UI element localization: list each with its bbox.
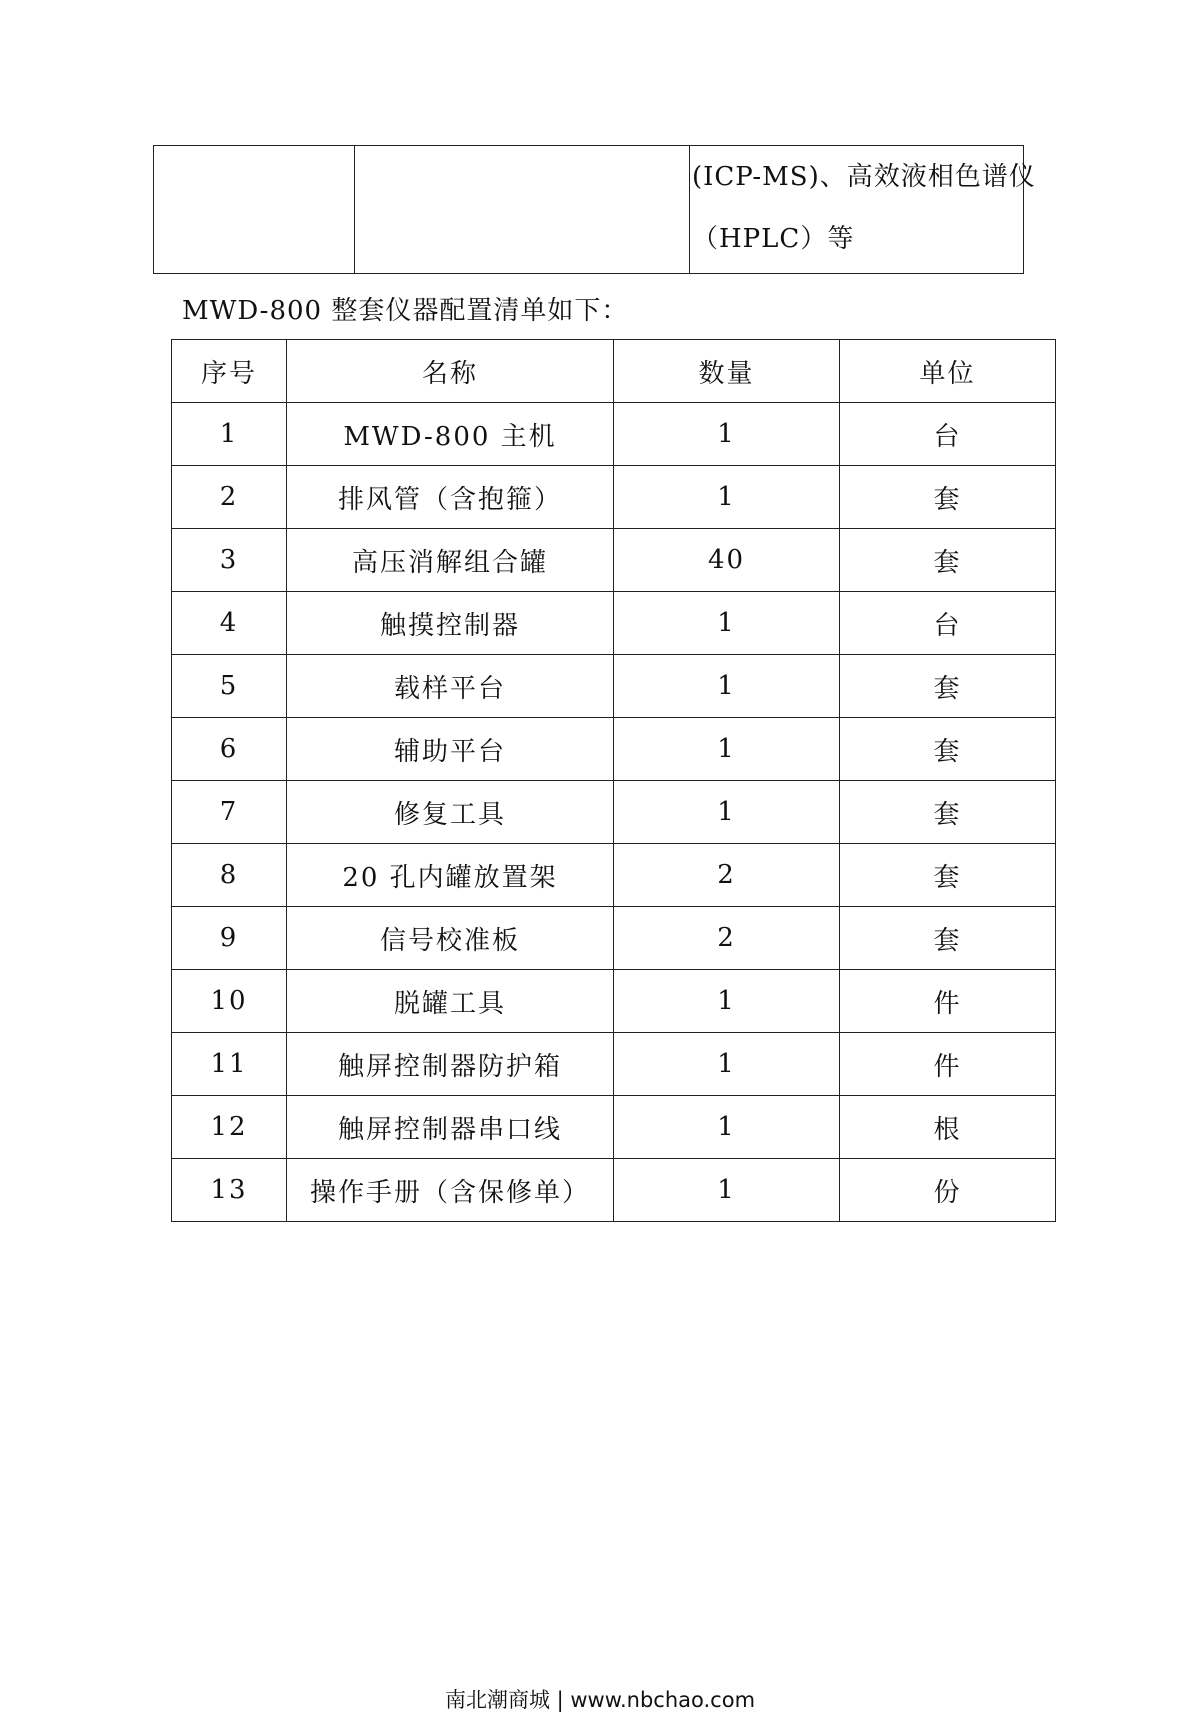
table-row — [172, 529, 1056, 592]
cell-quantity: 1 — [614, 1159, 840, 1222]
cell-name: 触屏控制器串口线 — [287, 1096, 614, 1159]
continued-cell-2 — [355, 146, 690, 274]
table-row — [172, 718, 1056, 781]
cell-name: 信号校准板 — [287, 907, 614, 970]
header-unit: 单位 — [840, 340, 1056, 403]
cell-name: 载样平台 — [287, 655, 614, 718]
cell-unit: 套 — [840, 529, 1056, 592]
table-row — [172, 1033, 1056, 1096]
cell-quantity: 1 — [614, 466, 840, 529]
cell-unit: 套 — [840, 718, 1056, 781]
cell-quantity: 1 — [614, 970, 840, 1033]
header-name: 名称 — [287, 340, 614, 403]
table-header-row — [172, 340, 1056, 403]
cell-unit: 套 — [840, 844, 1056, 907]
cell-index: 2 — [172, 466, 287, 529]
continued-line-1: (ICP-MS)、高效液相色谱仪 — [692, 162, 1036, 192]
continued-line-2: （HPLC）等 — [692, 224, 855, 254]
cell-quantity: 1 — [614, 718, 840, 781]
site-footer: 南北潮商城 | www.nbchao.com — [444, 1688, 756, 1712]
table-row — [172, 655, 1056, 718]
cell-index: 10 — [172, 970, 287, 1033]
cell-unit: 份 — [840, 1159, 1056, 1222]
cell-index: 1 — [172, 403, 287, 466]
cell-quantity: 40 — [614, 529, 840, 592]
cell-quantity: 1 — [614, 655, 840, 718]
table-row — [172, 970, 1056, 1033]
cell-index: 8 — [172, 844, 287, 907]
table-row — [172, 907, 1056, 970]
cell-unit: 根 — [840, 1096, 1056, 1159]
config-list-intro: MWD-800 整套仪器配置清单如下： — [182, 296, 629, 326]
cell-unit: 件 — [840, 970, 1056, 1033]
table-row — [172, 466, 1056, 529]
cell-name: MWD-800 主机 — [287, 403, 614, 466]
cell-unit: 台 — [840, 592, 1056, 655]
table-row — [172, 844, 1056, 907]
continued-table — [153, 145, 1036, 274]
cell-name: 排风管（含抱箍） — [287, 466, 614, 529]
cell-name: 操作手册（含保修单） — [287, 1159, 614, 1222]
cell-index: 6 — [172, 718, 287, 781]
cell-index: 7 — [172, 781, 287, 844]
cell-name: 触摸控制器 — [287, 592, 614, 655]
config-table — [171, 339, 1056, 1222]
header-index: 序号 — [172, 340, 287, 403]
cell-index: 12 — [172, 1096, 287, 1159]
cell-quantity: 1 — [614, 1096, 840, 1159]
cell-quantity: 1 — [614, 592, 840, 655]
cell-quantity: 2 — [614, 907, 840, 970]
cell-quantity: 2 — [614, 844, 840, 907]
cell-name: 高压消解组合罐 — [287, 529, 614, 592]
cell-quantity: 1 — [614, 403, 840, 466]
table-row — [172, 1159, 1056, 1222]
cell-name: 脱罐工具 — [287, 970, 614, 1033]
cell-index: 13 — [172, 1159, 287, 1222]
cell-unit: 套 — [840, 466, 1056, 529]
cell-index: 9 — [172, 907, 287, 970]
cell-name: 20 孔内罐放置架 — [287, 844, 614, 907]
cell-name: 触屏控制器防护箱 — [287, 1033, 614, 1096]
cell-name: 辅助平台 — [287, 718, 614, 781]
table-row — [172, 1096, 1056, 1159]
cell-unit: 套 — [840, 907, 1056, 970]
continued-cell-1 — [154, 146, 355, 274]
cell-quantity: 1 — [614, 781, 840, 844]
cell-index: 4 — [172, 592, 287, 655]
table-row — [172, 592, 1056, 655]
table-row — [172, 781, 1056, 844]
table-row — [172, 403, 1056, 466]
cell-quantity: 1 — [614, 1033, 840, 1096]
header-quantity: 数量 — [614, 340, 840, 403]
continued-cell-3 — [690, 146, 1036, 274]
cell-name: 修复工具 — [287, 781, 614, 844]
cell-index: 3 — [172, 529, 287, 592]
cell-unit: 套 — [840, 655, 1056, 718]
cell-unit: 台 — [840, 403, 1056, 466]
cell-unit: 套 — [840, 781, 1056, 844]
cell-index: 11 — [172, 1033, 287, 1096]
cell-unit: 件 — [840, 1033, 1056, 1096]
cell-index: 5 — [172, 655, 287, 718]
